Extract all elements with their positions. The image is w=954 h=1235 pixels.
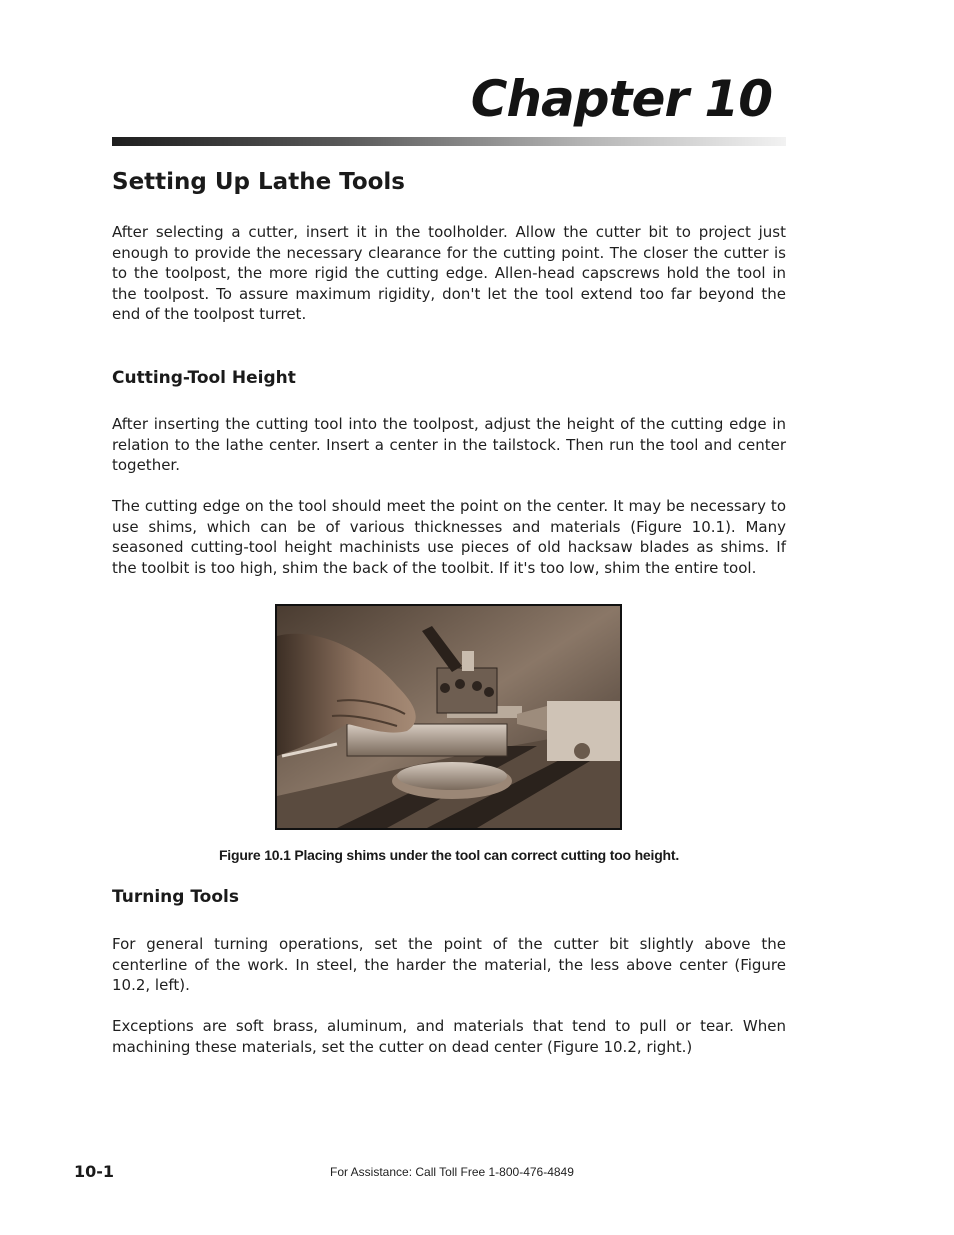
turning-tools-heading: Turning Tools [112,887,239,907]
chapter-title-bar [112,137,786,146]
lathe-toolpost-photo [277,606,620,828]
section-heading: Setting Up Lathe Tools [112,169,405,195]
footer-assistance-text: For Assistance: Call Toll Free 1-800-476-4849 [330,1165,574,1179]
figure-10-1-photo [275,604,622,830]
intro-paragraph: After selecting a cutter, insert it in the toolholder. Allow the cutter bit to project just enough to provide the necessary clearance for the cutting point. The closer the cutter is to the toolpost, the more rigid the cutting edge. Allen-head capscrews hold the tool in the toolpost. To assure maximum rigidity, don't let the tool extend too far beyond the end of the toolpost turret. [112,223,786,324]
figure-caption: Figure 10.1 Placing shims under the tool can correct cutting too height. [218,847,680,863]
cutting-tool-height-paragraph-1: After inserting the cutting tool into the toolpost, adjust the height of the cutting edge in relation to the lathe center. Insert a center in the tailstock. Then run the tool and center together. [112,415,786,475]
page-number: 10-1 [74,1162,115,1181]
cutting-tool-height-heading: Cutting-Tool Height [112,368,296,388]
turning-tools-paragraph-2: Exceptions are soft brass, aluminum, and materials that tend to pull or tear. When machining these materials, set the cutter on dead center (Figure 10.2, right.) [112,1017,786,1056]
cutting-tool-height-paragraph-2: The cutting edge on the tool should meet the point on the center. It may be necessary to use shims, which can be of various thicknesses and materials (Figure 10.1). Many seasoned cutting-tool height machinists use pieces of old hacksaw blades as shims. If the toolbit is too high, shim the back of the toolbit. If it's too low, shim the entire tool. [112,497,786,577]
chapter-title: Chapter 10 [470,70,772,128]
turning-tools-paragraph-1: For general turning operations, set the point of the cutter bit slightly above the centerline of the work. In steel, the harder the material, the less above center (Figure 10.2, left). [112,935,786,995]
